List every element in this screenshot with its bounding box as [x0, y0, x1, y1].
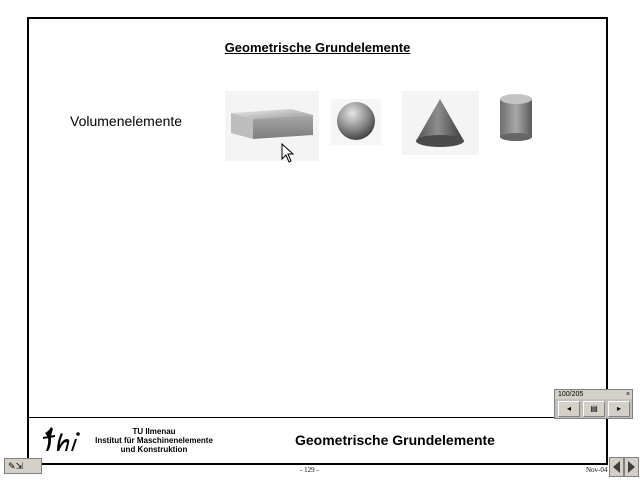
close-icon[interactable]: ×	[625, 391, 630, 398]
page-icon: ▤	[590, 404, 598, 413]
pen-icon: ✎⇲	[8, 461, 24, 471]
slide-title: Geometrische Grundelemente	[224, 40, 411, 55]
slide-area	[27, 17, 608, 465]
arrow-left-icon: ◂	[566, 404, 571, 413]
next-page-button[interactable]	[624, 457, 639, 477]
goto-slide-button[interactable]	[583, 401, 605, 417]
previous-slide-button[interactable]	[558, 401, 580, 417]
arrow-right-icon: ▸	[616, 404, 621, 413]
footer-title: Geometrische Grundelemente	[295, 432, 495, 448]
triangle-left-icon	[610, 458, 623, 476]
sphere-icon	[331, 99, 381, 145]
cylinder-icon	[495, 91, 537, 147]
next-slide-button[interactable]	[608, 401, 630, 417]
institution-name: TU Ilmenau	[132, 427, 176, 436]
tu-ilmenau-logo	[41, 425, 83, 457]
institution-block	[89, 427, 219, 454]
tools-button[interactable]	[4, 458, 42, 474]
institute-name-cont: und Konstruktion	[120, 445, 188, 454]
footer-divider	[29, 417, 606, 418]
triangle-right-icon	[625, 458, 638, 476]
slide-navigator[interactable]	[554, 389, 633, 419]
slide-counter: 100/205	[558, 391, 584, 398]
navigator-titlebar[interactable]	[555, 390, 632, 399]
volume-elements-label: Volumenelemente	[70, 113, 183, 129]
date-label: Nov-04	[586, 466, 608, 474]
previous-page-button[interactable]	[609, 457, 624, 477]
page-number: - 129 -	[300, 466, 319, 474]
box-icon	[225, 91, 319, 161]
institute-name: Institut für Maschinenelemente	[95, 436, 213, 445]
mouse-cursor-icon	[281, 143, 295, 168]
cone-icon	[402, 91, 479, 155]
